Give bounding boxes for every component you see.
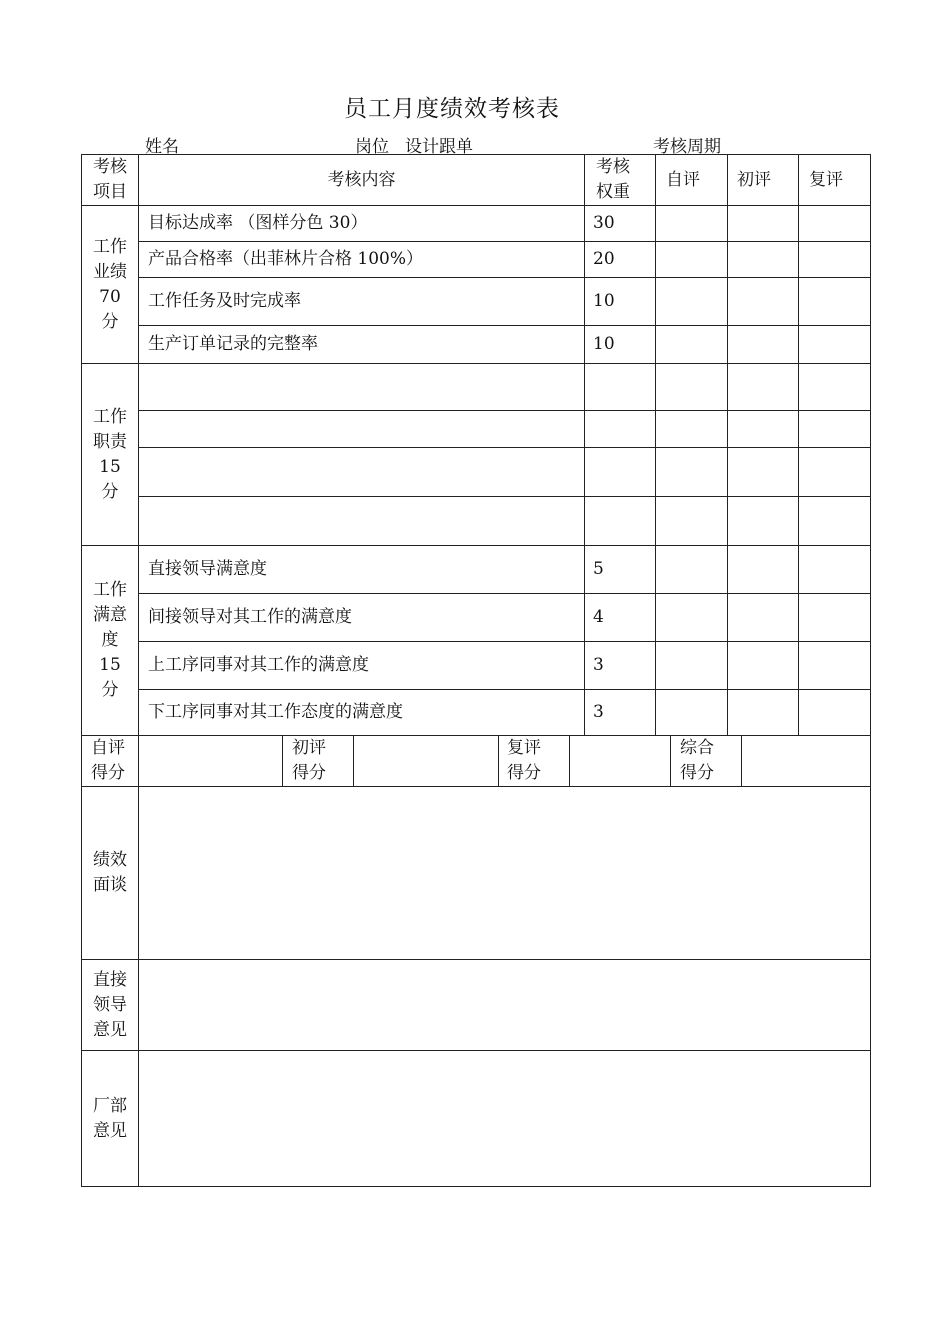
name-label: 姓名: [145, 137, 179, 157]
performance-row-1-weight: 30: [593, 213, 615, 233]
section-duty-label-2: 职责: [93, 431, 127, 452]
section-satisfaction-label: [82, 546, 138, 735]
supervisor-label-3: 意见: [93, 1019, 127, 1040]
score-review-line-1: 复评: [507, 738, 541, 758]
satisfaction-row-2-weight: 4: [593, 607, 604, 627]
section-duty-label-3: 15: [99, 456, 121, 477]
performance-row-4-content: 生产订单记录的完整率: [148, 334, 318, 354]
performance-row-1-content: 目标达成率 （图样分色 30）: [148, 213, 368, 233]
score-review-line-2: 得分: [507, 763, 541, 783]
satisfaction-row-3-content: 上工序同事对其工作的满意度: [148, 655, 369, 675]
satisfaction-row-1-weight: 5: [593, 559, 604, 579]
performance-row-2-weight: 20: [593, 249, 615, 269]
factory-label-1: 厂部: [93, 1095, 127, 1116]
section-duty-label: [82, 364, 138, 545]
score-self-line-2: 得分: [91, 763, 125, 783]
section-satisfaction-label-4: 15: [99, 655, 121, 675]
section-satisfaction-label-1: 工作: [93, 580, 127, 600]
interview-label: [82, 787, 138, 959]
header-weight-line-1: 考核: [596, 157, 630, 177]
header-item-line-2: 项目: [93, 182, 127, 202]
factory-label-2: 意见: [93, 1120, 127, 1141]
section-satisfaction-label-3: 度: [101, 630, 119, 650]
performance-row-3-content: 工作任务及时完成率: [148, 291, 301, 311]
position-value[interactable]: 设计跟单: [405, 137, 473, 157]
header-weight-line-2: 权重: [596, 182, 630, 202]
section-performance-label-3: 70: [99, 286, 121, 307]
score-first-label: [292, 736, 326, 786]
supervisor-label-1: 直接: [93, 969, 127, 990]
section-duty-label-4: 分: [101, 481, 119, 502]
header-item-line-1: 考核: [93, 157, 127, 177]
section-satisfaction-label-5: 分: [101, 680, 119, 700]
performance-row-3-weight: 10: [593, 291, 615, 311]
interview-label-1: 绩效: [93, 850, 127, 870]
satisfaction-row-2-content: 间接领导对其工作的满意度: [148, 607, 352, 627]
supervisor-opinion-label: [82, 960, 138, 1050]
header-self: 自评: [666, 169, 700, 190]
score-total-label: [680, 736, 714, 786]
interview-label-2: 面谈: [93, 875, 127, 895]
section-performance-label-2: 业绩: [93, 261, 127, 282]
header-weight: [585, 155, 641, 205]
header-content: 考核内容: [327, 169, 396, 190]
header-first: 初评: [737, 169, 771, 190]
satisfaction-row-4-weight: 3: [593, 702, 604, 722]
supervisor-label-2: 领导: [93, 994, 127, 1015]
score-self-label: [91, 736, 125, 786]
header-review: 复评: [809, 169, 843, 190]
score-self-line-1: 自评: [91, 738, 125, 758]
score-review-label: [507, 736, 541, 786]
section-satisfaction-label-2: 满意: [93, 605, 127, 625]
position-label: 岗位: [355, 137, 389, 157]
page-title: 员工月度绩效考核表: [344, 96, 560, 122]
performance-row-2-content: 产品合格率（出菲林片合格 100%）: [148, 249, 424, 269]
header-item: [82, 155, 138, 205]
factory-opinion-label: [82, 1051, 138, 1186]
score-total-line-1: 综合: [680, 738, 714, 758]
section-performance-label-4: 分: [101, 311, 119, 332]
period-label: 考核周期: [653, 137, 721, 157]
score-total-line-2: 得分: [680, 763, 714, 783]
score-first-line-1: 初评: [292, 738, 326, 758]
satisfaction-row-1-content: 直接领导满意度: [148, 559, 267, 579]
score-first-line-2: 得分: [292, 763, 326, 783]
section-duty-label-1: 工作: [93, 406, 127, 427]
satisfaction-row-3-weight: 3: [593, 655, 604, 675]
section-performance-label-1: 工作: [93, 236, 127, 257]
section-performance-label: [82, 206, 138, 363]
satisfaction-row-4-content: 下工序同事对其工作态度的满意度: [148, 702, 403, 722]
performance-row-4-weight: 10: [593, 334, 615, 354]
